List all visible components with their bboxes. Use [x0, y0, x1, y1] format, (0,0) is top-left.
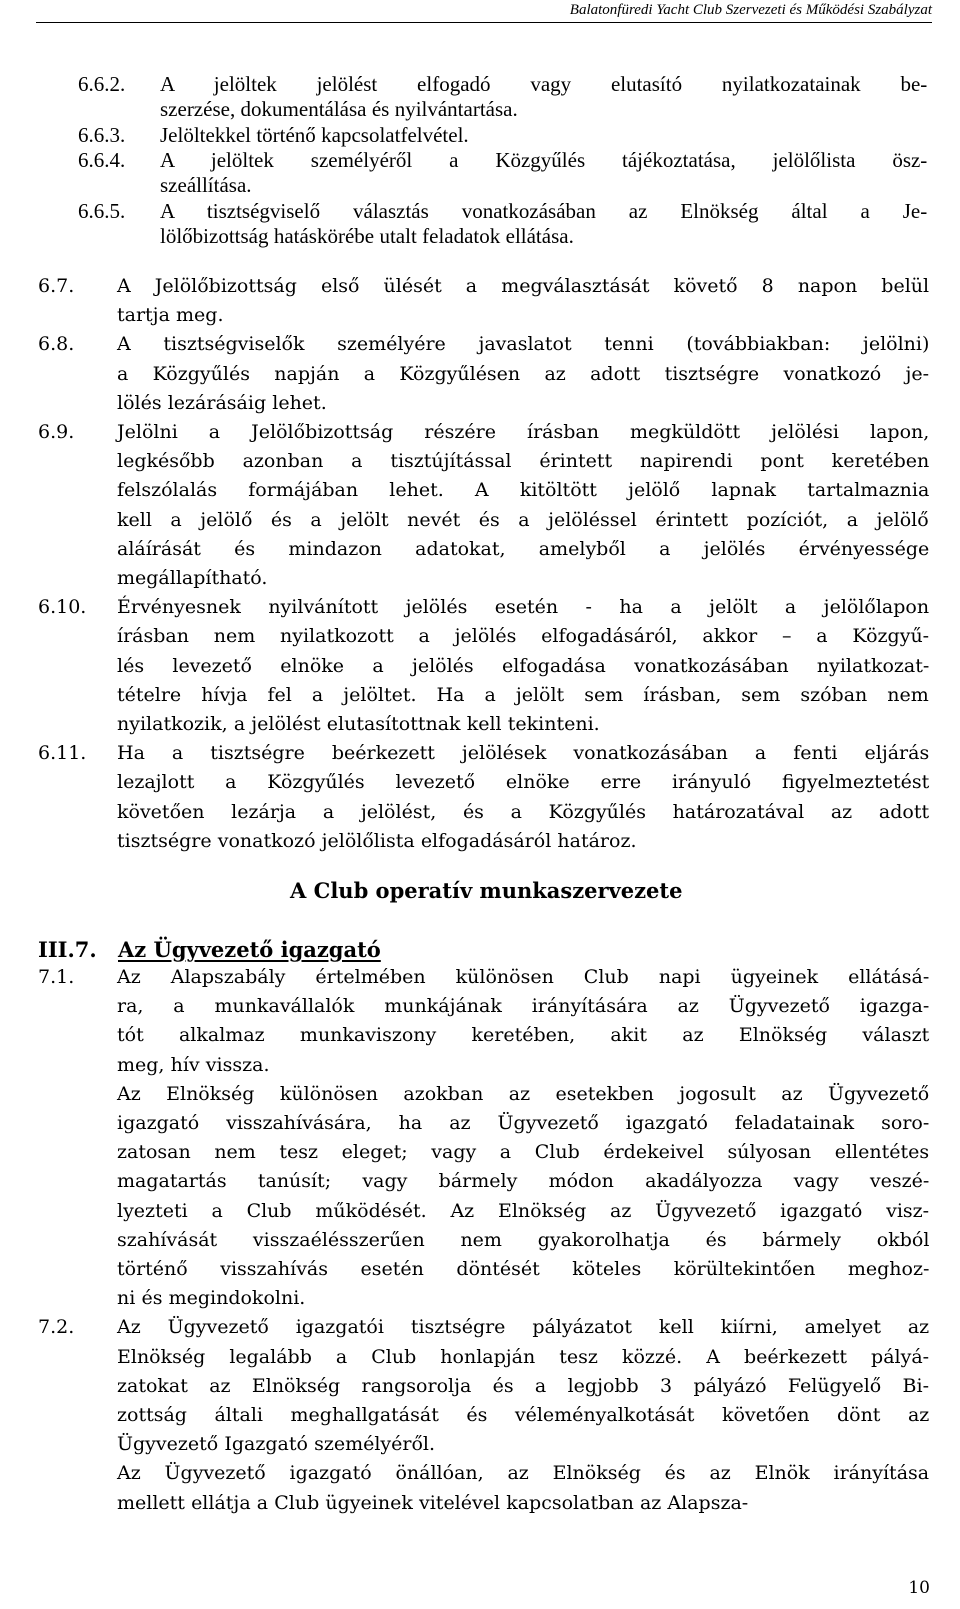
item-number: 6.8.	[38, 333, 75, 356]
item-text-line: Az Ügyvezető igazgató önállóan, az Elnökség és az Elnök irányítása	[117, 1462, 930, 1485]
item-text-line: zatokat az Elnökség rangsorolja és a legjobb 3 pályázó Felügyelő Bi-	[117, 1374, 929, 1397]
item-text-line: tételre hívja fel a jelöltet. Ha a jelölt sem írásban, sem szóban nem	[117, 683, 929, 706]
item-number: 6.6.3.	[78, 122, 126, 147]
item-number: 6.10.	[38, 596, 87, 619]
item-text-line: meg, hív vissza.	[117, 1053, 270, 1076]
running-header: Balatonfüredi Yacht Club Szervezeti és Működési Szabályzat	[569, 2, 932, 18]
item-text-line: megállapítható.	[117, 567, 268, 589]
item-number: 7.1.	[38, 966, 75, 988]
item-text-line: A Jelölőbizottság első ülését a megválasztását követő 8 napon belül	[117, 275, 930, 297]
item-text-line: Az Alapszabály értelmében különösen Club napi ügyeinek ellátásá-	[117, 966, 930, 988]
item-text-line: történő visszahívás esetén döntését köteles körültekintően meghoz-	[117, 1258, 930, 1280]
item-text-line: tartja meg.	[117, 304, 224, 327]
item-text-line: Az Elnökség különösen azokban az esetekben jogosult az Ügyvezető	[117, 1082, 930, 1105]
item-number: 6.7.	[38, 275, 75, 297]
item-text-line: szeállítása.	[160, 173, 252, 198]
item-text-line: Jelöltekkel történő kapcsolatfelvétel.	[160, 122, 469, 147]
item-text-line: A jelöltek jelölést elfogadó vagy elutasító nyilatkozatainak be-	[160, 72, 928, 96]
item-text-line: legkésőbb azonban a tisztújítással érintett napirendi pont keretében	[117, 450, 930, 473]
item-text-line: Az Ügyvezető igazgatói tisztségre pályázatot kell kiírni, amelyet az	[117, 1316, 930, 1339]
item-text-line: Ha a tisztségre beérkezett jelölések vonatkozásában a fenti eljárás	[117, 742, 930, 765]
item-text-line: tót alkalmaz munkaviszony keretében, akit az Elnökség választ	[117, 1024, 930, 1047]
item-text-line: zatosan nem tesz eleget; vagy a Club érdekeivel súlyosan ellentétes	[117, 1141, 930, 1164]
item-text-line: nyilatkozik, a jelölést elutasítottnak kell tekinteni.	[117, 713, 600, 735]
item-text-line: lölőbizottság hatáskörébe utalt feladatok ellátása.	[160, 223, 574, 248]
item-text-line: A jelöltek személyéről a Közgyűlés tájékoztatása, jelölőlista ösz-	[160, 147, 928, 172]
item-text-line: lés levezető elnöke a jelölés elfogadása vonatkozásában nyilatkozat-	[117, 654, 930, 677]
item-number: 7.2.	[38, 1316, 75, 1339]
item-text-line: a Közgyűlés napján a Közgyűlésen az adott tisztségre vonatkozó je-	[117, 362, 930, 385]
item-text-line: írásban nem nyilatkozott a jelölés elfogadásáról, akkor – a Közgyű-	[117, 625, 930, 648]
item-text-line: ra, a munkavállalók munkájának irányítására az Ügyvezető igazga-	[117, 995, 930, 1018]
item-text-line: Érvényesnek nyilvánított jelölés esetén - ha a jelölt a jelölőlapon	[117, 596, 930, 619]
section-heading	[38, 937, 381, 962]
item-text-line: Elnökség legalább a Club honlapján tesz közzé. A beérkezett pályá-	[117, 1345, 930, 1368]
item-text-line: ni és megindokolni.	[117, 1287, 306, 1310]
item-text-line: lyezteti a Club működését. Az Elnökség az Ügyvezető igazgató visz-	[117, 1199, 930, 1222]
item-text-line: aláírását és mindazon adatokat, amelyből a jelölés érvényessége	[117, 537, 930, 560]
header-divider	[36, 22, 932, 23]
item-text-line: Ügyvezető Igazgató személyéről.	[117, 1433, 436, 1456]
item-number: 6.6.2.	[78, 72, 126, 96]
item-text-line: A tisztségviselő választás vonatkozásában az Elnökség által a Je-	[160, 198, 928, 223]
item-number: 6.9.	[38, 421, 75, 443]
page-number: 10	[908, 1578, 930, 1598]
section-title: Az Ügyvezető igazgató	[118, 937, 381, 962]
item-text-line: lölés lezárásáig lehet.	[117, 391, 327, 414]
chapter-title: A Club operatív munkaszervezete	[290, 878, 683, 903]
item-text-line: szerzése, dokumentálása és nyilvántartása.	[160, 97, 518, 122]
item-text-line: Jelölni a Jelölőbizottság részére írásban megküldött jelölési lapon,	[117, 421, 930, 443]
item-text-line: követően lezárja a jelölést, és a Közgyűlés határozatával az adott	[117, 800, 930, 823]
item-text-line: szahívását visszaélésszerűen nem gyakorolhatja és bármely okból	[117, 1228, 930, 1251]
item-text-line: felszólalás formájában lehet. A kitöltött jelölő lapnak tartalmaznia	[117, 479, 930, 502]
item-text-line: kell a jelölő és a jelölt nevét és a jelöléssel érintett pozíciót, a jelölő	[117, 508, 929, 531]
item-text-line: igazgató visszahívására, ha az Ügyvezető igazgató feladatainak soro-	[117, 1112, 930, 1134]
item-text-line: mellett ellátja a Club ügyeinek vitelével kapcsolatban az Alapsza-	[117, 1491, 749, 1514]
section-number: III.7.	[38, 937, 97, 962]
item-text-line: tisztségre vonatkozó jelölőlista elfogadásáról határoz.	[117, 829, 637, 852]
item-text-line: lezajlott a Közgyűlés levezető elnöke erre irányuló figyelmeztetést	[117, 771, 930, 794]
item-number: 6.6.4.	[78, 147, 126, 172]
item-text-line: A tisztségviselők személyére javaslatot tenni (továbbiakban: jelölni)	[117, 333, 930, 356]
item-text-line: magatartás tanúsít; vagy bármely módon akadályozza vagy veszé-	[117, 1170, 930, 1193]
item-text-line: zottság általi meghallgatását és véleményalkotását követően dönt az	[117, 1404, 930, 1426]
item-number: 6.6.5.	[78, 198, 126, 223]
item-number: 6.11.	[38, 742, 87, 765]
